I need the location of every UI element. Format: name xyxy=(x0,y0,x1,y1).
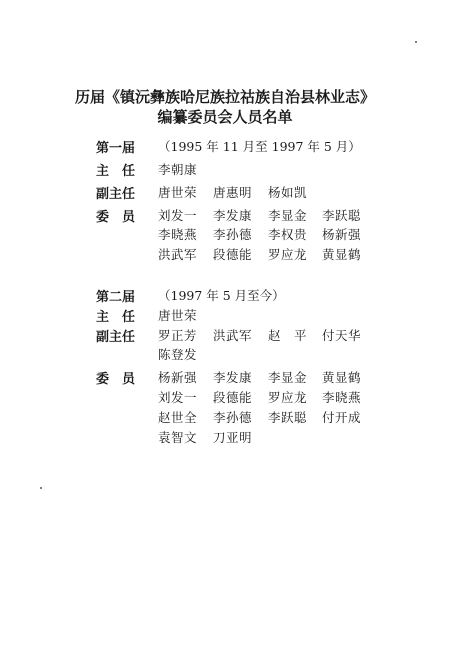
term2-director-label: 主 任 xyxy=(96,310,136,325)
term1-member: 黄显鹤 xyxy=(322,247,362,262)
term2-member: 李显金 xyxy=(268,370,308,385)
term2-period: （1997 年 5 月至今） xyxy=(158,288,285,303)
term1-deputy: 杨如凯 xyxy=(268,185,308,200)
term2-deputy: 陈登发 xyxy=(158,347,198,362)
term2-deputy: 罗正芳 xyxy=(158,328,198,343)
term1-member: 洪武军 xyxy=(158,247,198,262)
scan-speck xyxy=(415,41,417,43)
term1-member: 李发康 xyxy=(213,208,253,223)
term1-label: 第一届 xyxy=(96,141,136,156)
term1-deputy-label: 副主任 xyxy=(96,187,136,202)
title-line-2: 编纂委员会人员名单 xyxy=(157,108,293,126)
term2-member: 刀亚明 xyxy=(213,430,253,445)
term1-member: 李跃聪 xyxy=(322,208,362,223)
term2-member: 刘发一 xyxy=(158,390,198,405)
term2-deputy-label: 副主任 xyxy=(96,330,136,345)
term2-member: 李晓燕 xyxy=(322,390,362,405)
scan-speck xyxy=(40,487,42,489)
term2-member: 袁智文 xyxy=(158,430,198,445)
term2-member: 段德能 xyxy=(213,390,253,405)
term1-member: 杨新强 xyxy=(322,227,362,242)
term2-deputy: 洪武军 xyxy=(213,328,253,343)
term1-member: 李显金 xyxy=(268,208,308,223)
term2-members-label: 委 员 xyxy=(96,372,136,387)
term1-period: （1995 年 11 月至 1997 年 5 月） xyxy=(158,139,361,154)
term2-member: 付开成 xyxy=(322,410,362,425)
term2-member: 罗应龙 xyxy=(268,390,308,405)
term2-label: 第二届 xyxy=(96,290,136,305)
term2-member: 李跃聪 xyxy=(268,410,308,425)
term2-member: 黄显鹤 xyxy=(322,370,362,385)
term1-director-label: 主 任 xyxy=(96,164,136,179)
term1-member: 李晓燕 xyxy=(158,227,198,242)
term2-member: 李发康 xyxy=(213,370,253,385)
term1-deputy: 唐世荣 xyxy=(158,185,198,200)
term2-director: 唐世荣 xyxy=(158,308,198,323)
term1-member: 李权贵 xyxy=(268,227,308,242)
term1-member: 段德能 xyxy=(213,247,253,262)
term2-deputy: 付天华 xyxy=(322,328,362,343)
term1-member: 刘发一 xyxy=(158,208,198,223)
term1-director: 李朝康 xyxy=(158,162,198,177)
term1-members-label: 委 员 xyxy=(96,210,136,225)
title-line-1: 历届《镇沅彝族哈尼族拉祜族自治县林业志》 xyxy=(74,88,375,106)
term1-deputy: 唐惠明 xyxy=(213,185,253,200)
term2-deputy: 赵 平 xyxy=(268,328,308,343)
term2-member: 李孙德 xyxy=(213,410,253,425)
term2-member: 赵世全 xyxy=(158,410,198,425)
term1-member: 李孙德 xyxy=(213,227,253,242)
term1-member: 罗应龙 xyxy=(268,247,308,262)
term2-member: 杨新强 xyxy=(158,370,198,385)
